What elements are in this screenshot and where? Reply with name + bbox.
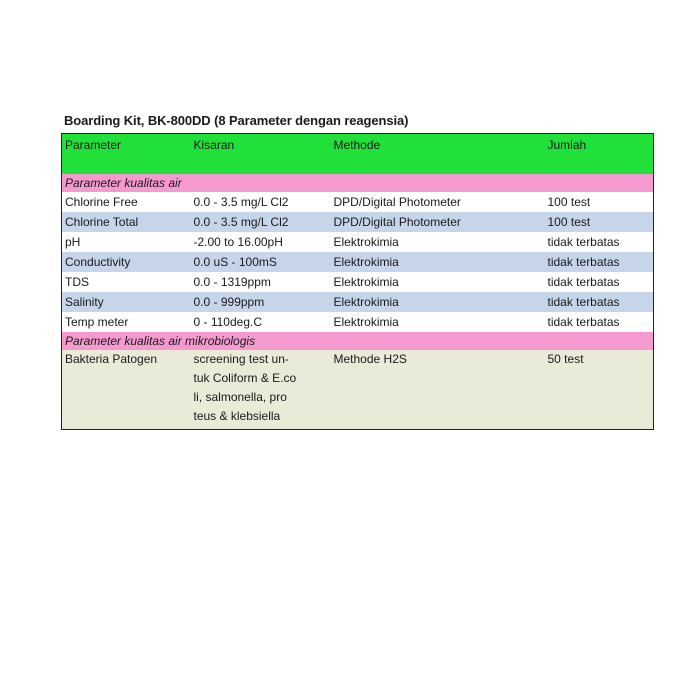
table-row — [62, 312, 654, 332]
cell-quantity: tidak terbatas — [545, 232, 654, 252]
section-label: Parameter kualitas air mikrobiologis — [62, 332, 654, 350]
table-header-row — [62, 134, 654, 175]
table-row — [62, 292, 654, 312]
table-row — [62, 232, 654, 252]
range-line: tuk Coliform & E.co — [193, 371, 297, 385]
cell-method: Methode H2S — [331, 350, 545, 430]
cell-quantity: 100 test — [545, 192, 654, 212]
cell-method: DPD/Digital Photometer — [331, 192, 545, 212]
cell-parameter: Chlorine Total — [62, 212, 191, 232]
cell-quantity: tidak terbatas — [545, 272, 654, 292]
cell-method: Elektrokimia — [331, 252, 545, 272]
table-row — [62, 252, 654, 272]
cell-parameter: pH — [62, 232, 191, 252]
cell-parameter: Temp meter — [62, 312, 191, 332]
cell-parameter: Chlorine Free — [62, 192, 191, 212]
cell-range: 0.0 uS - 100mS — [191, 252, 331, 272]
cell-quantity: tidak terbatas — [545, 312, 654, 332]
cell-quantity: tidak terbatas — [545, 252, 654, 272]
cell-range: -2.00 to 16.00pH — [191, 232, 331, 252]
cell-range: 0.0 - 999ppm — [191, 292, 331, 312]
header-range: Kisaran — [191, 134, 331, 175]
header-method: Methode — [331, 134, 545, 175]
cell-method: Elektrokimia — [331, 272, 545, 292]
cell-method: Elektrokimia — [331, 292, 545, 312]
range-line: screening test un- — [193, 352, 289, 366]
range-line: teus & klebsiella — [193, 409, 281, 423]
cell-quantity: tidak terbatas — [545, 292, 654, 312]
section-label: Parameter kualitas air — [62, 174, 654, 192]
table-row — [62, 212, 654, 232]
parameter-table — [61, 133, 654, 430]
cell-quantity: 100 test — [545, 212, 654, 232]
cell-method: Elektrokimia — [331, 232, 545, 252]
cell-range: 0.0 - 1319ppm — [191, 272, 331, 292]
cell-range — [191, 350, 331, 430]
table-row — [62, 350, 654, 430]
range-line: li, salmonella, pro — [193, 390, 287, 404]
cell-range: 0 - 110deg.C — [191, 312, 331, 332]
document-title: Boarding Kit, BK-800DD (8 Parameter dengan reagensia) — [64, 113, 409, 128]
cell-range: 0.0 - 3.5 mg/L Cl2 — [191, 192, 331, 212]
cell-method: DPD/Digital Photometer — [331, 212, 545, 232]
table-row — [62, 192, 654, 212]
header-quantity: Jumlah — [545, 134, 654, 175]
cell-parameter: Conductivity — [62, 252, 191, 272]
cell-range: 0.0 - 3.5 mg/L Cl2 — [191, 212, 331, 232]
table-row — [62, 272, 654, 292]
cell-method: Elektrokimia — [331, 312, 545, 332]
cell-parameter: Salinity — [62, 292, 191, 312]
cell-parameter: Bakteria Patogen — [62, 350, 191, 430]
section-row-microbiology — [62, 332, 654, 350]
cell-quantity: 50 test — [545, 350, 654, 430]
cell-parameter: TDS — [62, 272, 191, 292]
header-parameter: Parameter — [62, 134, 191, 175]
section-row-water-quality — [62, 174, 654, 192]
